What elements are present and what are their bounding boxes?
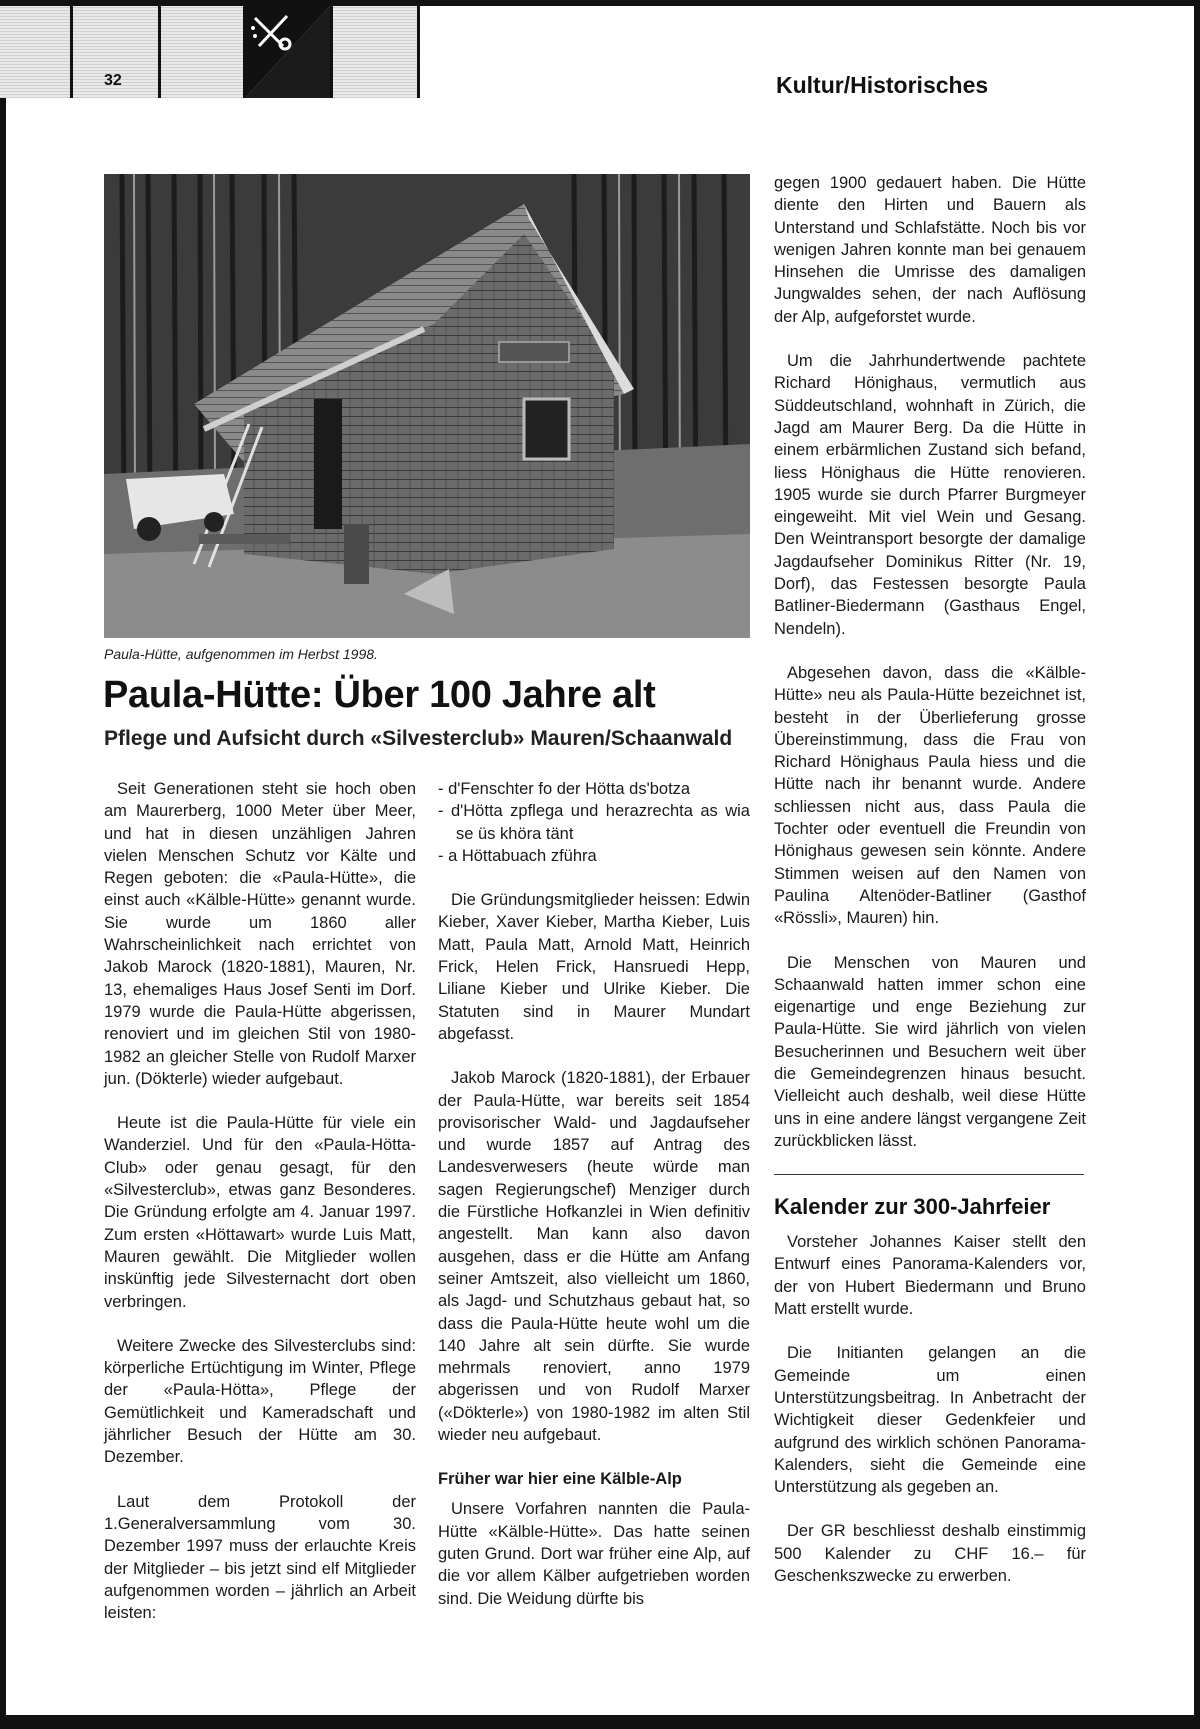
article-subtitle: Pflege und Aufsicht durch «Silvesterclub» Mauren/Schaanwald [104,727,733,750]
subheading: Früher war hier eine Kälble-Alp [438,1470,682,1489]
paragraph: Der GR beschliesst deshalb einstimmig 500 Kalender zu CHF 16.– für Geschenkszwecke zu erwerben. [774,1522,1086,1586]
photo-caption: Paula-Hütte, aufgenommen im Herbst 1998. [104,646,378,662]
paragraph: Laut dem Protokoll der 1.Generalversammlung vom 30. Dezember 1997 muss der erlauchte Kreis der Mitglieder – bis jetzt sind elf Mitglieder aufgenommen worden – jährlich an Arbeit leisten: [104,1492,416,1623]
paragraph: Weitere Zwecke des Silvesterclubs sind: körperliche Ertüchtigung im Winter, Pflege der «Paula-Hötta», Pflege der Gemütlichkeit und Kameradschaft und jährlicher Besuch der Hütte am 30. Dezember. [104,1336,416,1467]
paragraph: Die Gründungsmitglieder heissen: Edwin Kieber, Xaver Kieber, Martha Kieber, Luis Matt, Paula Matt, Arnold Matt, Heinrich Frick, Helen Frick, Hansruedi Hepp, Liliane Kieber und Ulrike Kieber. Die Statuten sind in Maurer Mundart abgefasst. [438,891,750,1043]
scan-border-bottom [0,1715,1200,1729]
paragraph: Jakob Marock (1820-1881), der Erbauer der Paula-Hütte, war bereits seit 1854 provisorischer Wald- und Jagdaufseher und wurde 1857 auf Antrag des Landesverwesers (heute würde man sagen Regierungschef) Menziger durch die Fürstliche Hofkanzlei in Wien definitiv angestellt. Man kann also davon ausgehen, dass er die Hütte am Anfang seiner Amtszeit, also vielleicht um 1860, als Jagd- und Schutzhaus gebaut hat, so dass die Paula-Hütte heute wohl um die 140 Jahre alt sein dürfte. Sie wurde mehrmals renoviert, anno 1979 abgerissen und von Rudolf Marxer («Dökterle») von 1980-1982 im alten Stil wieder neu aufgebaut. [438,1069,750,1445]
header-divider [330,6,333,98]
paragraph: Abgesehen davon, dass die «Kälble-Hütte» neu als Paula-Hütte bezeichnet ist, besteht in der Überlieferung grosse Übereinstimmung, dass die Frau von Richard Hönighaus Paula hiess und die Hütte nach ihr benannt wurde. Andere schliessen nicht aus, dass Paula die Tochter oder eventuell die Freundin von Hönighaus gewesen sein könnte. Andere Stimmen weisen auf den Namen von Paulina Altenöder-Batliner (Gasthof «Rössli», Mauren) hin. [774,663,1086,928]
scan-border-left [0,0,6,1729]
article-column-3 [774,172,1086,1609]
header-divider [417,6,420,98]
divider [774,1174,1084,1175]
paragraph: Unsere Vorfahren nannten die Paula-Hütte «Kälble-Hütte». Das hatte seinen guten Grund. Dort war früher eine Alp, auf die vor allem Kälber aufgetrieben worden sind. Die Weidung dürfte bis [438,1500,750,1608]
hut-photo [104,174,750,638]
article-column-2 [438,778,750,1632]
duties-list [438,778,750,867]
list-item: - a Höttabuach zführa [438,846,597,865]
paragraph: Die Menschen von Mauren und Schaanwald hatten immer schon eine eigenartige und enge Beziehung zur Paula-Hütte. Sie wird jährlich von vielen Besucherinnen und Besuchern weit über die Gemeindegrenzen hinaus besucht. Vielleicht auch deshalb, weil diese Hütte uns in eine andere längst vergangene Zeit zurückblicken lässt. [774,953,1086,1150]
paragraph: Die Initianten gelangen an die Gemeinde um einen Unterstützungsbeitrag. In Anbetracht der Wichtigkeit dieser Gedenkfeier und aufgrund des wirklich schönen Panorama-Kalenders, sieht die Gemeinde eine Unterstützung als gegeben an. [774,1344,1086,1497]
scan-border-right [1194,0,1200,1729]
article-title: Paula-Hütte: Über 100 Jahre alt [103,674,656,716]
paragraph: Heute ist die Paula-Hütte für viele ein Wanderziel. Und für den «Paula-Hötta-Club» oder genau gesagt, für den «Silvesterclub», etwas ganz Besonderes. Die Gründung erfolgte am 4. Januar 1997. Zum ersten «Höttawart» wurde Luis Matt, Mauren gewählt. Die Mitglieder wollen inskünftig jede Silvesternacht dort oben verbringen. [104,1114,416,1311]
paragraph: gegen 1900 gedauert haben. Die Hütte diente den Hirten und Bauern als Unterstand und Schlafstätte. Noch bis vor wenigen Jahren konnte man bei genauem Hinsehen die Umrisse des damaligen Jungwaldes sehen, der nach Auflösung der Alp, aufgeforstet wurde. [774,174,1086,326]
header-banner [0,6,420,98]
paragraph: Seit Generationen steht sie hoch oben am Maurerberg, 1000 Meter über Meer, und hat in diesen unzähligen Jahren vielen Menschen Schutz vor Kälte und Regen geboten: die «Paula-Hütte», die einst auch «Kälble-Hütte» genannt wurde. Sie wurde um 1860 aller Wahrscheinlichkeit nach errichtet von Jakob Marock (1820-1881), Mauren, Nr. 13, ehemaliges Haus Josef Senti im Dorf. 1979 wurde die Paula-Hütte abgerissen, renoviert und im gleichen Stil von 1980-1982 an gleicher Stelle von Rudolf Marxer jun. (Dökterle) wieder aufgebaut. [104,780,416,1088]
paragraph: Um die Jahrhundertwende pachtete Richard Hönighaus, vermutlich aus Süddeutschland, wohnhaft in Zürich, die Jagd am Maurer Berg. Da die Hütte in einem erbärmlichen Zustand sich befand, liess Hönighaus die Hütte renovieren. 1905 wurde sie durch Pfarrer Burgmeyer eingeweiht. Mit viel Wein und Gesang. Den Weintransport besorgte der damalige Jagdaufseher Dominikus Ritter (Nr. 19, Dorf), das Festessen besorgte Paula Batliner-Biedermann (Gasthaus Engel, Nendeln). [774,352,1086,638]
header-divider [70,6,73,98]
list-item: - d'Fenschter fo der Hötta ds'botza [438,780,691,798]
paragraph: Vorsteher Johannes Kaiser stellt den Entwurf eines Panorama-Kalenders vor, der von Hubert Biedermann und Bruno Matt erstellt wurde. [774,1233,1086,1319]
list-item: - d'Hötta zpflega und herazrechta as wia se üs khöra tänt [438,802,750,843]
page-number: 32 [104,72,122,89]
article-column-1 [104,778,416,1646]
section-title: Kultur/Historisches [776,72,989,98]
header-divider [158,6,161,98]
sidebar-article-title: Kalender zur 300-Jahrfeier [774,1194,1051,1220]
header-pattern [0,6,420,98]
crossed-tools-emblem-icon [245,6,330,98]
